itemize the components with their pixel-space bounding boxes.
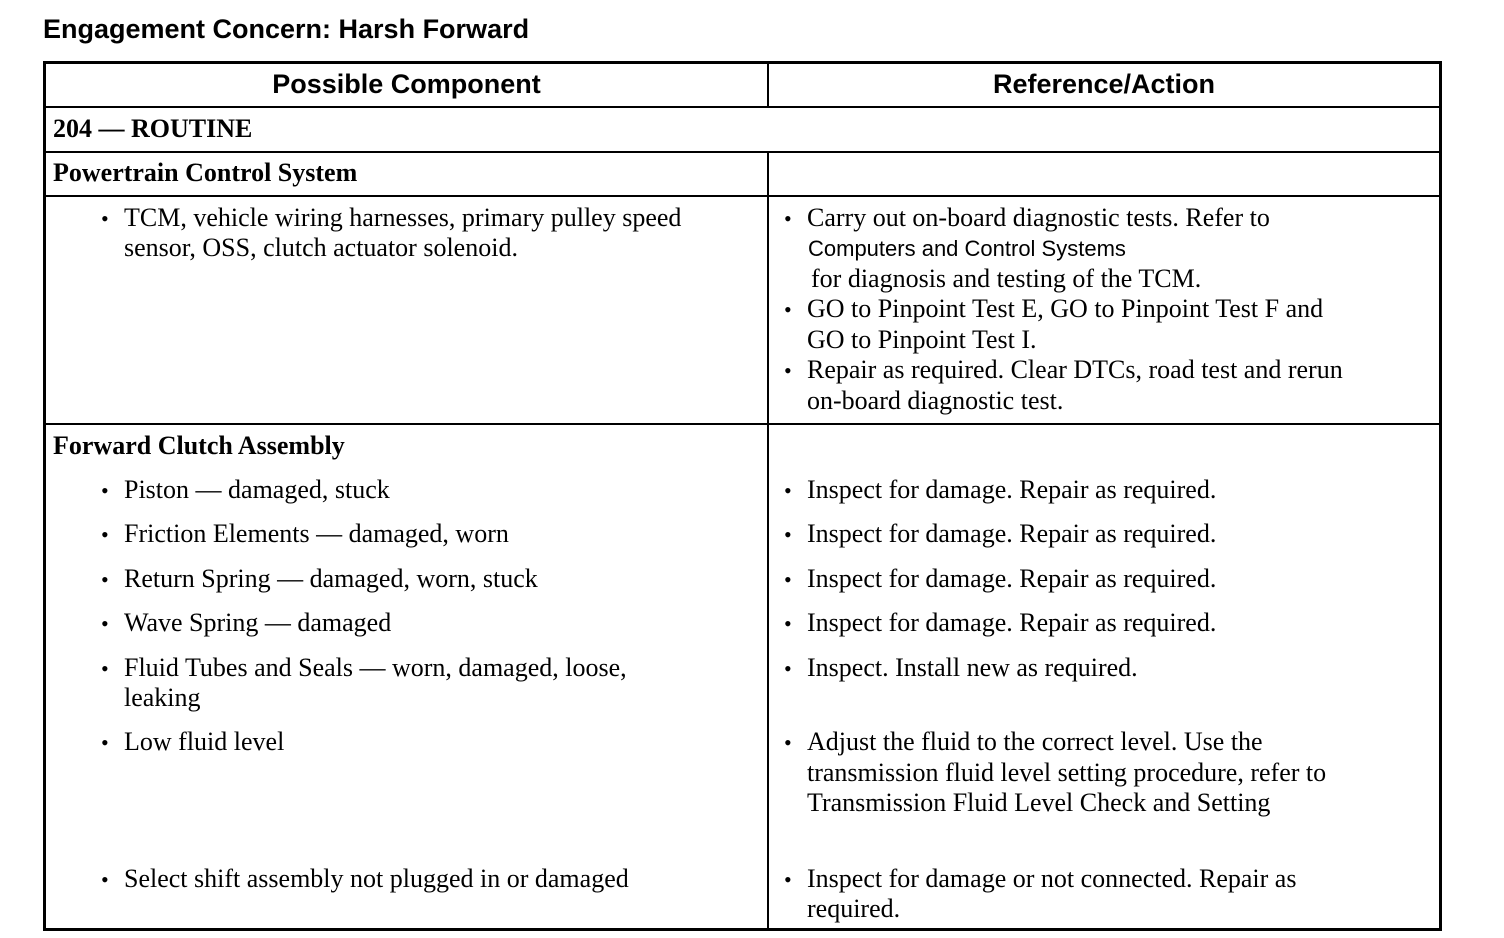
action-text: Carry out on-board diagnostic tests. Refer to [807, 203, 1270, 232]
column-divider [767, 152, 769, 930]
bullet-icon: • [101, 730, 109, 755]
bullet-icon: • [784, 522, 792, 547]
bullet-icon: • [784, 206, 792, 231]
component-text: Friction Elements — damaged, worn [124, 519, 509, 548]
action-text: Repair as required. Clear DTCs, road test and rerun [807, 355, 1343, 384]
section-divider [46, 151, 1439, 153]
group-divider [46, 423, 1439, 425]
action-text: Inspect. Install new as required. [807, 653, 1138, 682]
action-text: Inspect for damage or not connected. Repair as [807, 864, 1297, 893]
action-text: transmission fluid level setting procedure, refer to [807, 758, 1327, 787]
component-text: Return Spring — damaged, worn, stuck [124, 564, 538, 593]
group-divider [46, 195, 1439, 197]
component-text: leaking [124, 683, 201, 712]
action-text: GO to Pinpoint Test I. [807, 325, 1037, 354]
group-title: Powertrain Control System [53, 158, 358, 187]
bullet-icon: • [784, 567, 792, 592]
bullet-icon: • [101, 522, 109, 547]
component-text: Low fluid level [124, 727, 285, 756]
diagnostic-table [43, 61, 1442, 931]
bullet-icon: • [101, 206, 109, 231]
bullet-icon: • [101, 478, 109, 503]
bullet-icon: • [784, 730, 792, 755]
action-text: Adjust the fluid to the correct level. Use the [807, 727, 1263, 756]
bullet-icon: • [101, 867, 109, 892]
bullet-icon: • [784, 656, 792, 681]
action-text: Inspect for damage. Repair as required. [807, 519, 1217, 548]
header-reference-action: Reference/Action [992, 69, 1216, 99]
action-text: required. [807, 894, 901, 923]
header-possible-component: Possible Component [272, 69, 541, 99]
reference-link[interactable]: Computers and Control Systems [808, 236, 1126, 261]
component-text: Fluid Tubes and Seals — worn, damaged, loose, [124, 653, 627, 682]
header-divider [46, 106, 1439, 108]
action-text: GO to Pinpoint Test E, GO to Pinpoint Test F and [807, 294, 1324, 323]
component-text: Piston — damaged, stuck [124, 475, 390, 504]
bullet-icon: • [784, 297, 792, 322]
section-label: 204 — ROUTINE [53, 114, 253, 143]
action-text: for diagnosis and testing of the TCM. [811, 264, 1202, 293]
action-text: Inspect for damage. Repair as required. [807, 564, 1217, 593]
bullet-icon: • [101, 656, 109, 681]
page-title: Engagement Concern: Harsh Forward [43, 14, 530, 44]
action-text: Transmission Fluid Level Check and Setting [807, 788, 1271, 817]
action-text: Inspect for damage. Repair as required. [807, 608, 1217, 637]
bullet-icon: • [101, 611, 109, 636]
component-text: Wave Spring — damaged [124, 608, 392, 637]
action-text: on-board diagnostic test. [807, 386, 1064, 415]
bullet-icon: • [784, 611, 792, 636]
bullet-icon: • [784, 358, 792, 383]
component-text: TCM, vehicle wiring harnesses, primary pulley speed [124, 203, 682, 232]
group-title: Forward Clutch Assembly [53, 431, 345, 460]
bullet-icon: • [784, 867, 792, 892]
action-text: Inspect for damage. Repair as required. [807, 475, 1217, 504]
bullet-icon: • [101, 567, 109, 592]
component-text: Select shift assembly not plugged in or damaged [124, 864, 629, 893]
bullet-icon: • [784, 478, 792, 503]
component-text: sensor, OSS, clutch actuator solenoid. [124, 233, 518, 262]
